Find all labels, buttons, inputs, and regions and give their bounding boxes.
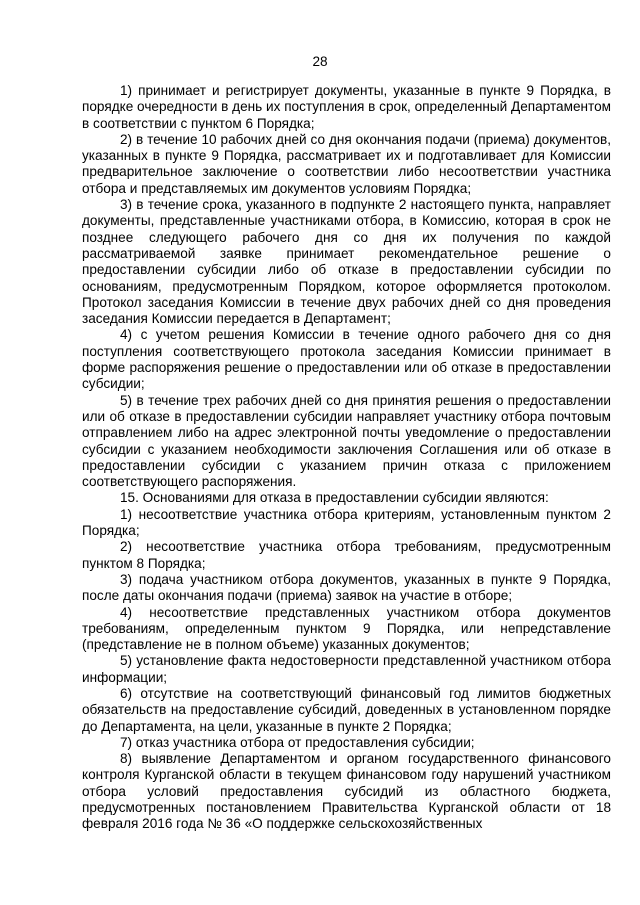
page-number: 28	[312, 54, 328, 69]
refusal-ground-4: 4) несоответствие представленных участником отбора документов требованиям, определенным пунктом 9 Порядка, или непредставление (представление не в полном объеме) указанных документов;	[82, 604, 611, 653]
paragraph-item-4: 4) с учетом решения Комиссии в течение одного рабочего дня со дня поступления соответствующего протокола заседания Комиссии принимает в форме распоряжения решение о предоставлении или об отказе в предоставлении субсидии;	[82, 327, 611, 392]
refusal-ground-7: 7) отказ участника отбора от предоставления субсидии;	[120, 734, 475, 750]
refusal-ground-8: 8) выявление Департаментом и органом государственного финансового контроля Курганской области в текущем финансовом году нарушений участником отбора условий предоставления субсидий из областного бюджета, предусмотренных постановлением Правительства Курганской области от 18 февраля 2016 года № 36 «О поддержке сельскохозяйственных	[82, 751, 611, 832]
refusal-ground-6: 6) отсутствие на соответствующий финансовый год лимитов бюджетных обязательств на предоставление субсидий, доведенных в установленном порядке до Департамента, на цели, указанные в пункте 2 Порядка;	[82, 685, 611, 734]
paragraph-item-5: 5) в течение трех рабочих дней со дня принятия решения о предоставлении или об отказе в предоставлении субсидии направляет участнику отбора почтовым отправлением либо на адрес электронной почты уведомление о предоставлении субсидии с указанием необходимости заключения Соглашения или об отказе в предоставлении субсидии с указанием причин отказа с приложением соответствующего распоряжения.	[82, 392, 611, 490]
document-body	[82, 83, 611, 833]
section-15-heading: 15. Основаниями для отказа в предоставлении субсидии являются:	[120, 490, 549, 506]
refusal-ground-2: 2) несоответствие участника отбора требованиям, предусмотренным пунктом 8 Порядка;	[82, 539, 611, 571]
paragraph-item-3: 3) в течение срока, указанного в подпункте 2 настоящего пункта, направляет документы, представленные участниками отбора, в Комиссию, которая в срок не позднее следующего рабочего дня со дня их получения по каждой рассматриваемой заявке принимает рекомендательное решение о предоставлении субсидии либо об отказе в предоставлении субсидии по основаниям, предусмотренным Порядком, которое оформляется протоколом. Протокол заседания Комиссии в течение двух рабочих дней со дня проведения заседания Комиссии передается в Департамент;	[82, 197, 611, 327]
refusal-ground-5: 5) установление факта недостоверности представленной участником отбора информации;	[82, 653, 611, 685]
paragraph-item-1: 1) принимает и регистрирует документы, указанные в пункте 9 Порядка, в порядке очередности в день их поступления в срок, определенный Департаментом в соответствии с пунктом 6 Порядка;	[82, 83, 612, 131]
refusal-ground-1: 1) несоответствие участника отбора критериям, установленным пунктом 2 Порядка;	[82, 506, 611, 539]
paragraph-item-2: 2) в течение 10 рабочих дней со дня окончания подачи (приема) документов, указанных в пункте 9 Порядка, рассматривает их и подготавливает для Комиссии предварительное заключение о соответствии либо несоответствии участника отбора и представляемых им документов условиям Порядка;	[82, 131, 611, 196]
refusal-ground-3: 3) подача участником отбора документов, указанных в пункте 9 Порядка, после даты окончания подачи (приема) заявок на участие в отборе;	[82, 571, 611, 604]
